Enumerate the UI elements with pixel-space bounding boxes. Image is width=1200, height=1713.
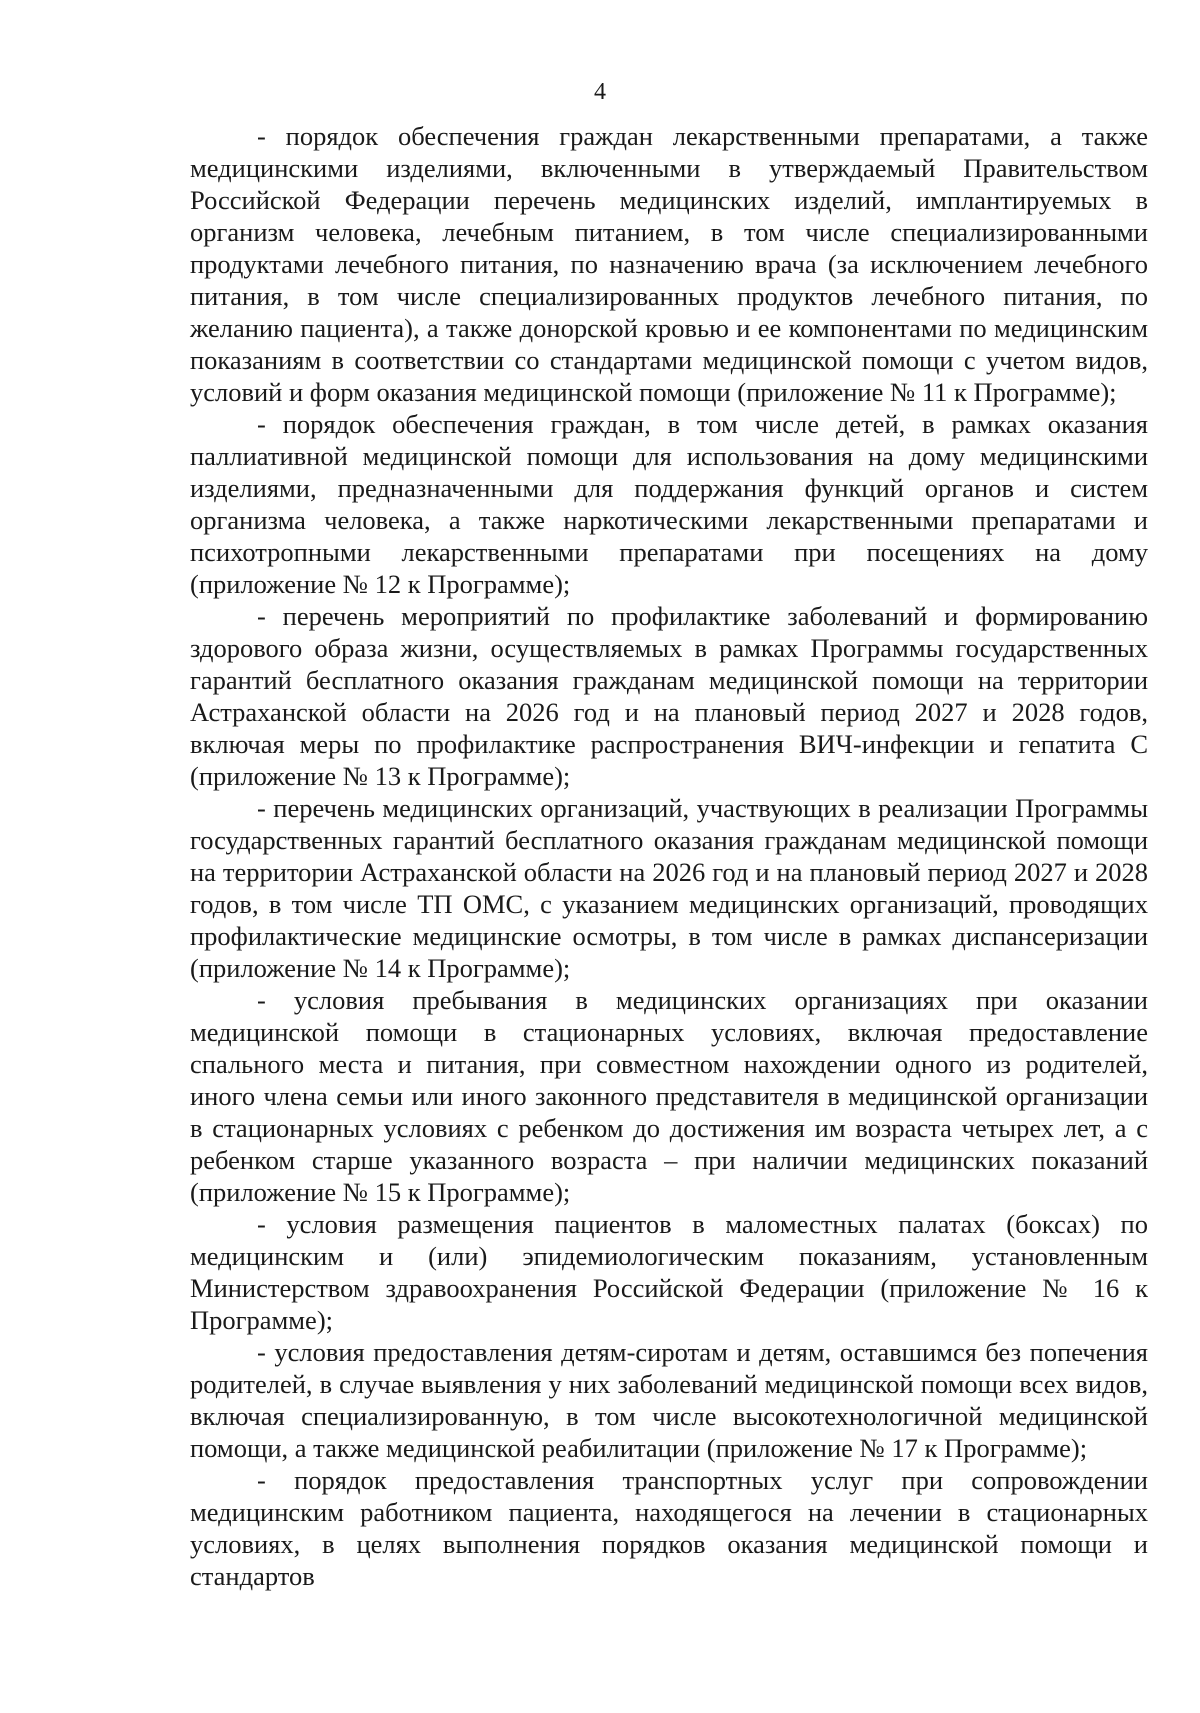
paragraph: - условия предоставления детям-сиротам и детям, оставшимся без попечения родителей, в случае выявления у них заболеваний медицинской помощи всех видов, включая специализированную, в том числе высокотехнологичной медицинской помощи, а также медицинской реабилитации (приложение № 17 к Программе); (190, 1337, 1148, 1463)
paragraph: - порядок обеспечения граждан, в том числе детей, в рамках оказания паллиативной медицинской помощи для использования на дому медицинскими изделиями, предназначенными для поддержания функций органов и систем организма человека, а также наркотическими лекарственными препаратами и психотропными лекарственными препаратами при посещениях на дому (приложение № 12 к Программе); (190, 409, 1148, 599)
paragraph: - условия размещения пациентов в маломестных палатах (боксах) по медицинским и (или) эпидемиологическим показаниям, установленным Министерством здравоохранения Российской Федерации (приложение № 16 к Программе); (190, 1209, 1148, 1335)
paragraph: - условия пребывания в медицинских организациях при оказании медицинской помощи в стационарных условиях, включая предоставление спального места и питания, при совместном нахождении одного из родителей, иного члена семьи или иного законного представителя в медицинской организации в стационарных условиях с ребенком до достижения им возраста четырех лет, а с ребенком старше указанного возраста – при наличии медицинских показаний (приложение № 15 к Программе); (190, 985, 1148, 1207)
document-body (190, 120, 1148, 1592)
paragraph: - порядок предоставления транспортных услуг при сопровождении медицинским работником пациента, находящегося на лечении в стационарных условиях, в целях выполнения порядков оказания медицинской помощи и стандартов (190, 1465, 1148, 1591)
page-number: 4 (594, 79, 606, 105)
paragraph: - порядок обеспечения граждан лекарственными препаратами, а также медицинскими изделиями, включенными в утверждаемый Правительством Российской Федерации перечень медицинских изделий, имплантируемых в организм человека, лечебным питанием, в том числе специализированными продуктами лечебного питания, по назначению врача (за исключением лечебного питания, в том числе специализированных продуктов лечебного питания, по желанию пациента), а также донорской кровью и ее компонентами по медицинским показаниям в соответствии со стандартами медицинской помощи с учетом видов, условий и форм оказания медицинской помощи (приложение № 11 к Программе); (190, 121, 1148, 407)
paragraph: - перечень медицинских организаций, участвующих в реализации Программы государственных гарантий бесплатного оказания гражданам медицинской помощи на территории Астраханской области на 2026 год и на плановый период 2027 и 2028 годов, в том числе ТП ОМС, с указанием медицинских организаций, проводящих профилактические медицинские осмотры, в том числе в рамках диспансеризации (приложение № 14 к Программе); (190, 793, 1148, 983)
paragraph: - перечень мероприятий по профилактике заболеваний и формированию здорового образа жизни, осуществляемых в рамках Программы государственных гарантий бесплатного оказания гражданам медицинской помощи на территории Астраханской области на 2026 год и на плановый период 2027 и 2028 годов, включая меры по профилактике распространения ВИЧ-инфекции и гепатита С (приложение № 13 к Программе); (190, 601, 1148, 791)
